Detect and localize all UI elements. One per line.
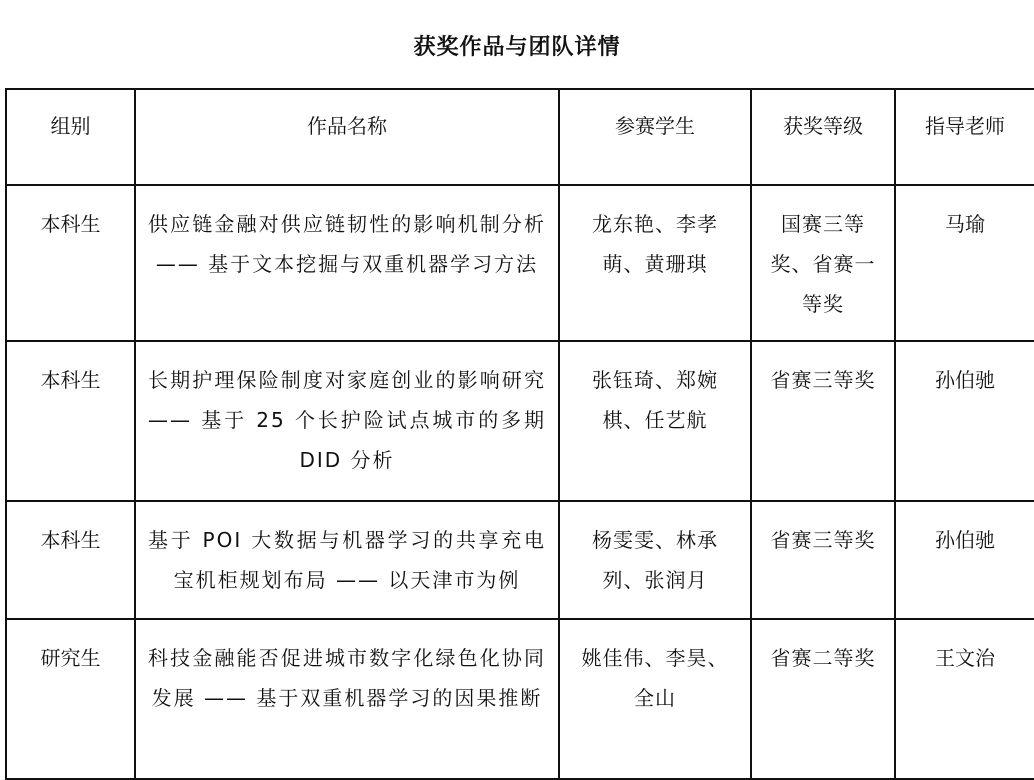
- cell-advisor: 孙伯驰: [895, 501, 1034, 619]
- awards-table: [5, 88, 1034, 780]
- cell-work: [135, 341, 559, 501]
- cell-work: [135, 185, 559, 341]
- cell-group: 本科生: [6, 341, 135, 501]
- students-text: 龙东艳、李孝萌、黄珊琪: [592, 212, 718, 276]
- cell-award: [751, 501, 895, 619]
- table-row: [6, 619, 1034, 779]
- students-text: 张钰琦、郑婉棋、任艺航: [592, 368, 718, 432]
- cell-advisor: 王文治: [895, 619, 1034, 779]
- cell-group: 研究生: [6, 619, 135, 779]
- cell-award: [751, 341, 895, 501]
- students-text: 杨雯雯、林承列、张润月: [592, 528, 718, 592]
- header-work: 作品名称: [135, 89, 559, 185]
- work-title: 基于 POI 大数据与机器学习的共享充电宝机柜规划布局 —— 以天津市为例: [148, 528, 546, 592]
- table-header-row: [6, 89, 1034, 185]
- table-row: [6, 341, 1034, 501]
- award-text: 国赛三等奖、省赛一等奖: [770, 212, 876, 316]
- header-group: 组别: [6, 89, 135, 185]
- cell-group: 本科生: [6, 185, 135, 341]
- table-row: [6, 185, 1034, 341]
- cell-advisor: 马瑜: [895, 185, 1034, 341]
- header-advisor: 指导老师: [895, 89, 1034, 185]
- cell-advisor: 孙伯驰: [895, 341, 1034, 501]
- page-title: 获奖作品与团队详情: [413, 35, 621, 60]
- cell-group: 本科生: [6, 501, 135, 619]
- header-award: 获奖等级: [751, 89, 895, 185]
- cell-students: [559, 619, 751, 779]
- table-row: [6, 501, 1034, 619]
- cell-students: [559, 501, 751, 619]
- header-students: 参赛学生: [559, 89, 751, 185]
- students-text: 姚佳伟、李昊、全山: [581, 646, 729, 710]
- cell-award: [751, 185, 895, 341]
- award-text: 省赛二等奖: [770, 646, 876, 670]
- cell-work: [135, 619, 559, 779]
- cell-students: [559, 341, 751, 501]
- award-text: 省赛三等奖: [770, 528, 876, 552]
- cell-work: [135, 501, 559, 619]
- work-title: 长期护理保险制度对家庭创业的影响研究 —— 基于 25 个长护险试点城市的多期 DID 分析: [148, 368, 546, 472]
- work-title: 科技金融能否促进城市数字化绿色化协同发展 —— 基于双重机器学习的因果推断: [148, 646, 546, 710]
- cell-students: [559, 185, 751, 341]
- cell-award: [751, 619, 895, 779]
- work-title: 供应链金融对供应链韧性的影响机制分析 —— 基于文本挖掘与双重机器学习方法: [148, 212, 546, 276]
- award-text: 省赛三等奖: [770, 368, 876, 392]
